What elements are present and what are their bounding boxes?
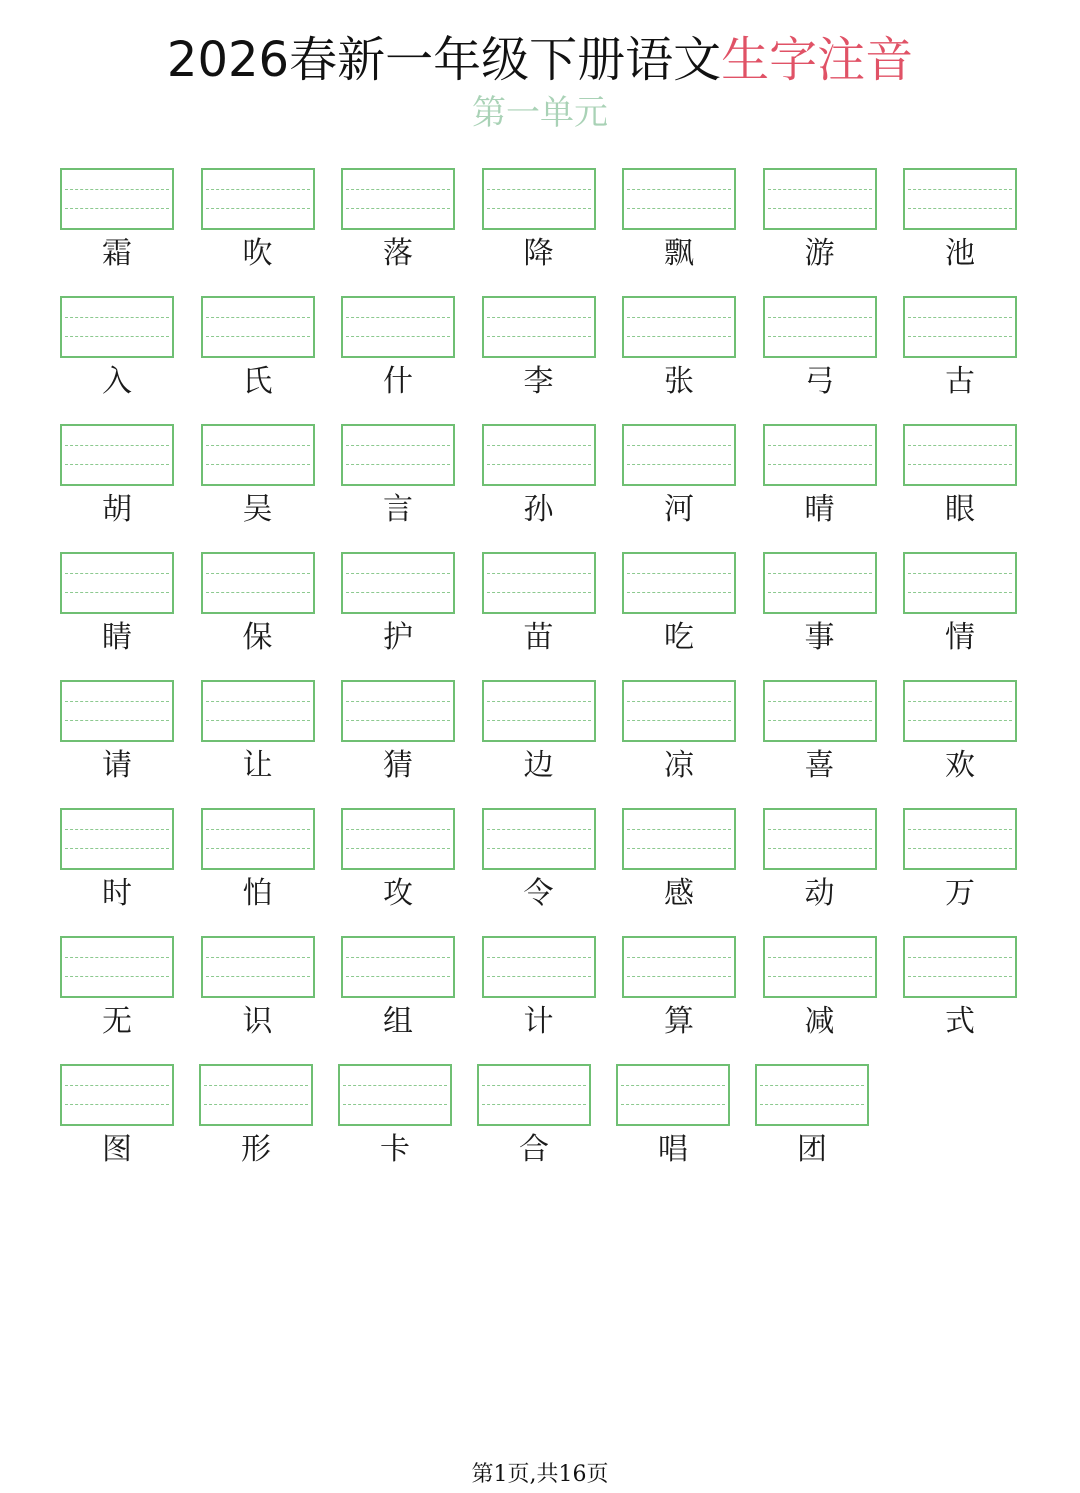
pinyin-writing-box[interactable] xyxy=(622,808,736,870)
guide-line xyxy=(65,1085,169,1086)
hanzi-character: 苗 xyxy=(523,620,554,655)
guide-line xyxy=(627,336,731,337)
guide-line xyxy=(346,208,450,209)
hanzi-character: 合 xyxy=(519,1132,549,1167)
guide-line xyxy=(908,848,1012,849)
guide-line xyxy=(206,464,310,465)
hanzi-character: 喜 xyxy=(804,748,835,783)
guide-line xyxy=(204,1085,308,1086)
pinyin-writing-box[interactable] xyxy=(201,424,315,486)
hanzi-character: 边 xyxy=(523,748,554,783)
pinyin-writing-box[interactable] xyxy=(60,808,174,870)
guide-line xyxy=(760,1104,864,1105)
guide-line xyxy=(908,957,1012,958)
guide-line xyxy=(346,957,450,958)
character-cell xyxy=(616,1064,730,1176)
guide-line xyxy=(621,1085,725,1086)
character-cell xyxy=(622,808,736,920)
pinyin-writing-box[interactable] xyxy=(763,296,877,358)
pinyin-writing-box[interactable] xyxy=(622,296,736,358)
hanzi-character: 感 xyxy=(664,876,694,911)
guide-line xyxy=(487,445,591,446)
character-cell xyxy=(763,296,877,408)
hanzi-character: 孙 xyxy=(523,492,554,527)
guide-line xyxy=(346,976,450,977)
character-cell xyxy=(755,1064,869,1176)
hanzi-character: 落 xyxy=(383,236,413,271)
hanzi-character: 动 xyxy=(804,876,835,911)
page-footer: 第1页,共16页 xyxy=(471,1462,609,1487)
hanzi-character: 算 xyxy=(664,1004,694,1039)
hanzi-character: 图 xyxy=(102,1132,132,1167)
guide-line xyxy=(206,592,310,593)
hanzi-character: 什 xyxy=(383,364,413,399)
hanzi-character: 吴 xyxy=(242,492,273,527)
character-cell xyxy=(60,1064,174,1176)
pinyin-writing-box[interactable] xyxy=(482,552,596,614)
hanzi-character: 降 xyxy=(523,236,554,271)
guide-line xyxy=(482,1104,586,1105)
hanzi-character: 弓 xyxy=(804,364,835,399)
character-cell xyxy=(622,552,736,664)
guide-line xyxy=(768,701,872,702)
guide-line xyxy=(627,445,731,446)
guide-line xyxy=(627,701,731,702)
pinyin-writing-box[interactable] xyxy=(338,1064,452,1126)
guide-line xyxy=(487,464,591,465)
hanzi-character: 胡 xyxy=(102,492,132,527)
hanzi-character: 入 xyxy=(102,364,132,399)
guide-line xyxy=(908,592,1012,593)
hanzi-character: 欢 xyxy=(945,748,975,783)
hanzi-character: 请 xyxy=(102,748,132,783)
hanzi-character: 无 xyxy=(102,1004,132,1039)
hanzi-character: 万 xyxy=(945,876,975,911)
character-cell xyxy=(763,552,877,664)
guide-line xyxy=(346,848,450,849)
character-cell xyxy=(341,680,455,792)
guide-line xyxy=(487,208,591,209)
title-main: 2026春新一年级下册语文 xyxy=(166,32,722,88)
character-cell xyxy=(477,1064,591,1176)
character-cell xyxy=(482,808,596,920)
character-cell xyxy=(341,168,455,280)
character-cell xyxy=(201,936,315,1048)
hanzi-character: 时 xyxy=(102,876,132,911)
guide-line xyxy=(768,848,872,849)
guide-line xyxy=(65,592,169,593)
pinyin-writing-box[interactable] xyxy=(201,680,315,742)
title-accent: 生字注音 xyxy=(721,32,914,88)
guide-line xyxy=(487,848,591,849)
character-cell xyxy=(60,296,174,408)
hanzi-character: 晴 xyxy=(804,492,835,527)
guide-line xyxy=(65,464,169,465)
character-cell xyxy=(60,424,174,536)
character-cell xyxy=(903,168,1017,280)
guide-line xyxy=(627,829,731,830)
pinyin-writing-box[interactable] xyxy=(341,936,455,998)
character-cell xyxy=(482,936,596,1048)
pinyin-writing-box[interactable] xyxy=(341,680,455,742)
guide-line xyxy=(768,957,872,958)
guide-line xyxy=(768,573,872,574)
guide-line xyxy=(768,464,872,465)
character-cell xyxy=(341,936,455,1048)
hanzi-character: 减 xyxy=(804,1004,835,1039)
guide-line xyxy=(65,1104,169,1105)
pinyin-writing-box[interactable] xyxy=(903,424,1017,486)
character-cell xyxy=(338,1064,452,1176)
character-cell xyxy=(763,808,877,920)
pinyin-writing-box[interactable] xyxy=(482,680,596,742)
guide-line xyxy=(487,957,591,958)
pinyin-writing-box[interactable] xyxy=(341,808,455,870)
guide-line xyxy=(206,720,310,721)
hanzi-character: 李 xyxy=(523,364,554,399)
character-cell xyxy=(763,680,877,792)
guide-line xyxy=(346,464,450,465)
guide-line xyxy=(908,464,1012,465)
guide-line xyxy=(487,592,591,593)
guide-line xyxy=(487,317,591,318)
guide-line xyxy=(487,573,591,574)
pinyin-writing-box[interactable] xyxy=(622,680,736,742)
guide-line xyxy=(908,336,1012,337)
guide-line xyxy=(204,1104,308,1105)
guide-line xyxy=(206,189,310,190)
guide-line xyxy=(346,189,450,190)
pinyin-writing-box[interactable] xyxy=(903,296,1017,358)
hanzi-character: 护 xyxy=(383,620,413,655)
guide-line xyxy=(487,976,591,977)
guide-line xyxy=(206,829,310,830)
guide-line xyxy=(65,720,169,721)
guide-line xyxy=(65,189,169,190)
guide-line xyxy=(908,189,1012,190)
hanzi-character: 吃 xyxy=(664,620,694,655)
guide-line xyxy=(487,701,591,702)
pinyin-writing-box[interactable] xyxy=(482,168,596,230)
pinyin-writing-box[interactable] xyxy=(482,808,596,870)
pinyin-writing-box[interactable] xyxy=(903,168,1017,230)
pinyin-writing-box[interactable] xyxy=(199,1064,313,1126)
guide-line xyxy=(621,1104,725,1105)
pinyin-writing-box[interactable] xyxy=(903,936,1017,998)
guide-line xyxy=(206,848,310,849)
character-cell xyxy=(60,680,174,792)
guide-line xyxy=(65,317,169,318)
character-cell xyxy=(341,552,455,664)
hanzi-character: 团 xyxy=(797,1132,827,1167)
pinyin-writing-box[interactable] xyxy=(763,936,877,998)
guide-line xyxy=(206,445,310,446)
pinyin-writing-box[interactable] xyxy=(903,808,1017,870)
character-cell xyxy=(201,680,315,792)
guide-line xyxy=(768,189,872,190)
character-cell xyxy=(622,296,736,408)
character-cell xyxy=(763,168,877,280)
hanzi-character: 唱 xyxy=(658,1132,688,1167)
guide-line xyxy=(768,720,872,721)
guide-line xyxy=(206,701,310,702)
hanzi-character: 事 xyxy=(804,620,835,655)
hanzi-character: 池 xyxy=(945,236,975,271)
guide-line xyxy=(346,720,450,721)
character-cell xyxy=(482,168,596,280)
character-cell xyxy=(199,1064,313,1176)
hanzi-character: 攻 xyxy=(383,876,413,911)
guide-line xyxy=(206,573,310,574)
pinyin-writing-box[interactable] xyxy=(903,552,1017,614)
guide-line xyxy=(206,336,310,337)
pinyin-writing-box[interactable] xyxy=(622,936,736,998)
guide-line xyxy=(760,1085,864,1086)
guide-line xyxy=(65,976,169,977)
guide-line xyxy=(908,720,1012,721)
guide-line xyxy=(65,957,169,958)
guide-line xyxy=(627,592,731,593)
pinyin-writing-box[interactable] xyxy=(201,296,315,358)
hanzi-character: 霜 xyxy=(102,236,132,271)
character-cell xyxy=(201,808,315,920)
character-cell xyxy=(622,680,736,792)
guide-line xyxy=(627,976,731,977)
guide-line xyxy=(346,336,450,337)
character-cell xyxy=(763,424,877,536)
pinyin-writing-box[interactable] xyxy=(763,680,877,742)
character-cell xyxy=(622,936,736,1048)
pinyin-writing-box[interactable] xyxy=(60,1064,174,1126)
character-cell xyxy=(903,808,1017,920)
pinyin-writing-box[interactable] xyxy=(903,680,1017,742)
hanzi-character: 让 xyxy=(242,748,273,783)
guide-line xyxy=(908,829,1012,830)
character-cell xyxy=(201,424,315,536)
pinyin-writing-box[interactable] xyxy=(482,936,596,998)
character-cell xyxy=(622,168,736,280)
hanzi-character: 形 xyxy=(241,1132,271,1167)
character-cell xyxy=(622,424,736,536)
hanzi-character: 古 xyxy=(945,364,975,399)
guide-line xyxy=(346,829,450,830)
pinyin-writing-box[interactable] xyxy=(60,424,174,486)
guide-line xyxy=(487,829,591,830)
pinyin-writing-box[interactable] xyxy=(60,296,174,358)
guide-line xyxy=(768,445,872,446)
guide-line xyxy=(343,1104,447,1105)
hanzi-character: 河 xyxy=(664,492,694,527)
pinyin-writing-box[interactable] xyxy=(616,1064,730,1126)
guide-line xyxy=(65,445,169,446)
guide-line xyxy=(65,336,169,337)
guide-line xyxy=(482,1085,586,1086)
hanzi-character: 凉 xyxy=(664,748,694,783)
character-cell xyxy=(482,424,596,536)
guide-line xyxy=(908,701,1012,702)
pinyin-writing-box[interactable] xyxy=(341,168,455,230)
guide-line xyxy=(627,464,731,465)
pinyin-writing-box[interactable] xyxy=(341,552,455,614)
hanzi-character: 游 xyxy=(804,236,835,271)
pinyin-writing-box[interactable] xyxy=(763,808,877,870)
pinyin-writing-box[interactable] xyxy=(482,424,596,486)
guide-line xyxy=(343,1085,447,1086)
hanzi-character: 张 xyxy=(664,364,694,399)
character-cell xyxy=(341,808,455,920)
character-cell xyxy=(903,680,1017,792)
guide-line xyxy=(627,720,731,721)
pinyin-writing-box[interactable] xyxy=(341,296,455,358)
character-cell xyxy=(341,424,455,536)
guide-line xyxy=(65,208,169,209)
pinyin-writing-box[interactable] xyxy=(341,424,455,486)
hanzi-character: 吹 xyxy=(242,236,273,271)
guide-line xyxy=(206,976,310,977)
character-cell xyxy=(903,936,1017,1048)
hanzi-character: 情 xyxy=(945,620,975,655)
guide-line xyxy=(908,976,1012,977)
character-cell xyxy=(201,296,315,408)
guide-line xyxy=(487,336,591,337)
pinyin-writing-box[interactable] xyxy=(60,936,174,998)
hanzi-character: 组 xyxy=(383,1004,413,1039)
guide-line xyxy=(908,208,1012,209)
pinyin-writing-box[interactable] xyxy=(622,552,736,614)
guide-line xyxy=(487,189,591,190)
hanzi-character: 令 xyxy=(523,876,554,911)
guide-line xyxy=(346,592,450,593)
pinyin-writing-box[interactable] xyxy=(477,1064,591,1126)
guide-line xyxy=(627,208,731,209)
hanzi-character: 保 xyxy=(242,620,273,655)
hanzi-character: 式 xyxy=(945,1004,975,1039)
guide-line xyxy=(346,445,450,446)
character-cell xyxy=(60,168,174,280)
pinyin-writing-box[interactable] xyxy=(201,168,315,230)
guide-line xyxy=(346,573,450,574)
character-cell xyxy=(763,936,877,1048)
guide-line xyxy=(908,317,1012,318)
guide-line xyxy=(627,189,731,190)
character-cell xyxy=(60,936,174,1048)
guide-line xyxy=(768,829,872,830)
hanzi-character: 飘 xyxy=(664,236,694,271)
character-cell xyxy=(201,552,315,664)
hanzi-character: 氏 xyxy=(242,364,273,399)
guide-line xyxy=(768,208,872,209)
character-cell xyxy=(482,552,596,664)
pinyin-writing-box[interactable] xyxy=(763,424,877,486)
guide-line xyxy=(908,445,1012,446)
hanzi-character: 猜 xyxy=(383,748,413,783)
pinyin-writing-box[interactable] xyxy=(60,552,174,614)
unit-subtitle: 第一单元 xyxy=(472,93,608,133)
pinyin-writing-box[interactable] xyxy=(622,424,736,486)
pinyin-writing-box[interactable] xyxy=(763,552,877,614)
character-cell xyxy=(60,808,174,920)
guide-line xyxy=(206,317,310,318)
character-cell xyxy=(903,552,1017,664)
pinyin-writing-box[interactable] xyxy=(201,936,315,998)
character-cell xyxy=(903,424,1017,536)
hanzi-character: 怕 xyxy=(242,876,273,911)
guide-line xyxy=(65,848,169,849)
guide-line xyxy=(627,848,731,849)
guide-line xyxy=(206,208,310,209)
guide-line xyxy=(65,573,169,574)
guide-line xyxy=(346,701,450,702)
guide-line xyxy=(65,701,169,702)
hanzi-character: 睛 xyxy=(102,620,132,655)
hanzi-character: 识 xyxy=(242,1004,273,1039)
character-cell xyxy=(60,552,174,664)
character-cell xyxy=(341,296,455,408)
guide-line xyxy=(346,317,450,318)
guide-line xyxy=(768,317,872,318)
character-cell xyxy=(482,680,596,792)
pinyin-writing-box[interactable] xyxy=(60,680,174,742)
hanzi-character: 言 xyxy=(383,492,413,527)
pinyin-writing-box[interactable] xyxy=(482,296,596,358)
guide-line xyxy=(768,336,872,337)
guide-line xyxy=(627,957,731,958)
guide-line xyxy=(768,976,872,977)
guide-line xyxy=(487,720,591,721)
guide-line xyxy=(65,829,169,830)
pinyin-writing-box[interactable] xyxy=(755,1064,869,1126)
guide-line xyxy=(627,573,731,574)
guide-line xyxy=(206,957,310,958)
hanzi-character: 计 xyxy=(523,1004,554,1039)
guide-line xyxy=(768,592,872,593)
character-cell xyxy=(201,168,315,280)
hanzi-character: 眼 xyxy=(945,492,975,527)
pinyin-writing-box[interactable] xyxy=(60,168,174,230)
guide-line xyxy=(627,317,731,318)
hanzi-character: 卡 xyxy=(380,1132,410,1167)
character-cell xyxy=(903,296,1017,408)
character-cell xyxy=(482,296,596,408)
guide-line xyxy=(908,573,1012,574)
pinyin-writing-box[interactable] xyxy=(763,168,877,230)
pinyin-writing-box[interactable] xyxy=(622,168,736,230)
pinyin-writing-box[interactable] xyxy=(201,552,315,614)
pinyin-writing-box[interactable] xyxy=(201,808,315,870)
